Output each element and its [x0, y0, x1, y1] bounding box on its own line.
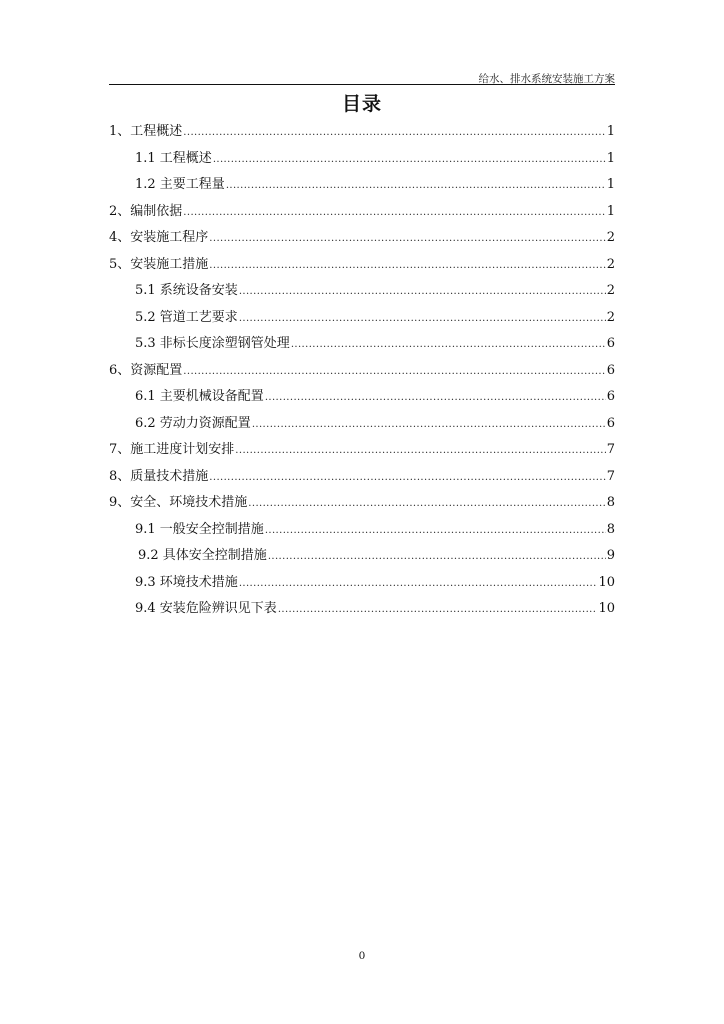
- toc-entry-label: 5、安装施工措施: [109, 256, 209, 272]
- toc-entry-page: 2: [606, 309, 615, 325]
- toc-entry-page: 8: [606, 495, 615, 510]
- toc-entry-label: 5.1 系统设备安装: [135, 283, 238, 298]
- toc-dot-leader: [248, 491, 605, 518]
- toc-dot-leader: [239, 279, 606, 306]
- toc-entry[interactable]: [109, 490, 615, 517]
- toc-entry-label: 5.3 非标长度涂塑钢管处理: [135, 336, 290, 351]
- toc-dot-leader: [209, 465, 605, 492]
- toc-entry[interactable]: [109, 411, 615, 438]
- toc-entry-label: 6.2 劳动力资源配置: [135, 415, 251, 431]
- toc-dot-leader: [183, 359, 605, 386]
- toc-entry-page: 10: [598, 574, 615, 590]
- toc-entry-label: 8、质量技术措施: [109, 468, 209, 484]
- toc-entry[interactable]: [109, 252, 615, 279]
- toc-entry-label: 9.2 具体安全控制措施: [138, 548, 267, 563]
- toc-entry-label: 6、资源配置: [109, 362, 183, 378]
- page-number: 0: [358, 950, 366, 962]
- toc-entry-page: 2: [606, 230, 615, 245]
- toc-dot-leader: [209, 226, 605, 253]
- toc-dot-leader: [278, 597, 598, 624]
- toc-entry-page: 1: [606, 150, 615, 166]
- toc-dot-leader: [265, 385, 606, 412]
- toc-entry-page: 6: [606, 389, 615, 404]
- toc-entry-page: 10: [598, 601, 615, 616]
- toc-dot-leader: [183, 200, 605, 227]
- toc-entry-label: 7、施工进度计划安排: [109, 442, 235, 457]
- toc-entry[interactable]: [109, 146, 615, 173]
- toc-entry[interactable]: [109, 517, 615, 544]
- toc-dot-leader: [239, 306, 606, 333]
- toc-entry[interactable]: [109, 464, 615, 491]
- toc-entry[interactable]: [109, 305, 615, 332]
- toc-entry-label: 6.1 主要机械设备配置: [135, 389, 264, 404]
- toc-entry[interactable]: [109, 543, 615, 570]
- toc-entry-page: 8: [606, 521, 615, 537]
- toc-entry[interactable]: [109, 384, 615, 411]
- toc-dot-leader: [268, 544, 606, 571]
- running-header: 给水、排水系统安装施工方案: [478, 73, 615, 85]
- toc-entry[interactable]: [109, 437, 615, 464]
- toc-entry-label: 9.3 环境技术措施: [135, 574, 238, 590]
- toc-dot-leader: [291, 332, 606, 359]
- toc-entry-label: 9.1 一般安全控制措施: [135, 521, 264, 537]
- toc-entry-page: 7: [606, 442, 615, 457]
- toc-entry[interactable]: [109, 172, 615, 199]
- toc-entry-label: 1、工程概述: [109, 124, 183, 139]
- toc-entry[interactable]: [109, 225, 615, 252]
- toc-dot-leader: [213, 147, 606, 174]
- toc-entry-label: 4、安装施工程序: [109, 230, 209, 245]
- toc-dot-leader: [239, 571, 598, 598]
- toc-entry[interactable]: [109, 119, 615, 146]
- toc-entry-label: 1.1 工程概述: [135, 150, 212, 166]
- toc-entry-page: 2: [606, 283, 615, 298]
- toc-entry[interactable]: [109, 278, 615, 305]
- toc-entry-page: 6: [606, 336, 615, 351]
- toc-entry[interactable]: [109, 596, 615, 623]
- toc-entry-page: 9: [606, 548, 615, 563]
- toc-dot-leader: [235, 438, 605, 465]
- toc-entry-page: 1: [606, 124, 615, 139]
- toc-entry[interactable]: [109, 570, 615, 597]
- toc-entry-label: 9.4 安装危险辨识见下表: [135, 601, 277, 616]
- toc-dot-leader: [265, 518, 606, 545]
- toc-entry[interactable]: [109, 331, 615, 358]
- toc-entry-label: 9、安全、环境技术措施: [109, 495, 248, 510]
- toc-entry-label: 2、编制依据: [109, 203, 183, 219]
- toc-title: 目录: [341, 93, 382, 115]
- header-divider: [109, 84, 615, 85]
- toc-entry[interactable]: [109, 358, 615, 385]
- toc-dot-leader: [226, 173, 606, 200]
- toc-entry[interactable]: [109, 199, 615, 226]
- toc-entry-page: 7: [606, 468, 615, 484]
- toc-entry-label: 5.2 管道工艺要求: [135, 309, 238, 325]
- toc-entry-page: 2: [606, 256, 615, 272]
- table-of-contents: [109, 119, 615, 623]
- toc-entry-label: 1.2 主要工程量: [135, 177, 225, 192]
- toc-entry-page: 1: [606, 177, 615, 192]
- toc-entry-page: 6: [606, 362, 615, 378]
- toc-dot-leader: [183, 120, 605, 147]
- toc-entry-page: 1: [606, 203, 615, 219]
- toc-entry-page: 6: [606, 415, 615, 431]
- toc-dot-leader: [252, 412, 606, 439]
- toc-dot-leader: [209, 253, 605, 280]
